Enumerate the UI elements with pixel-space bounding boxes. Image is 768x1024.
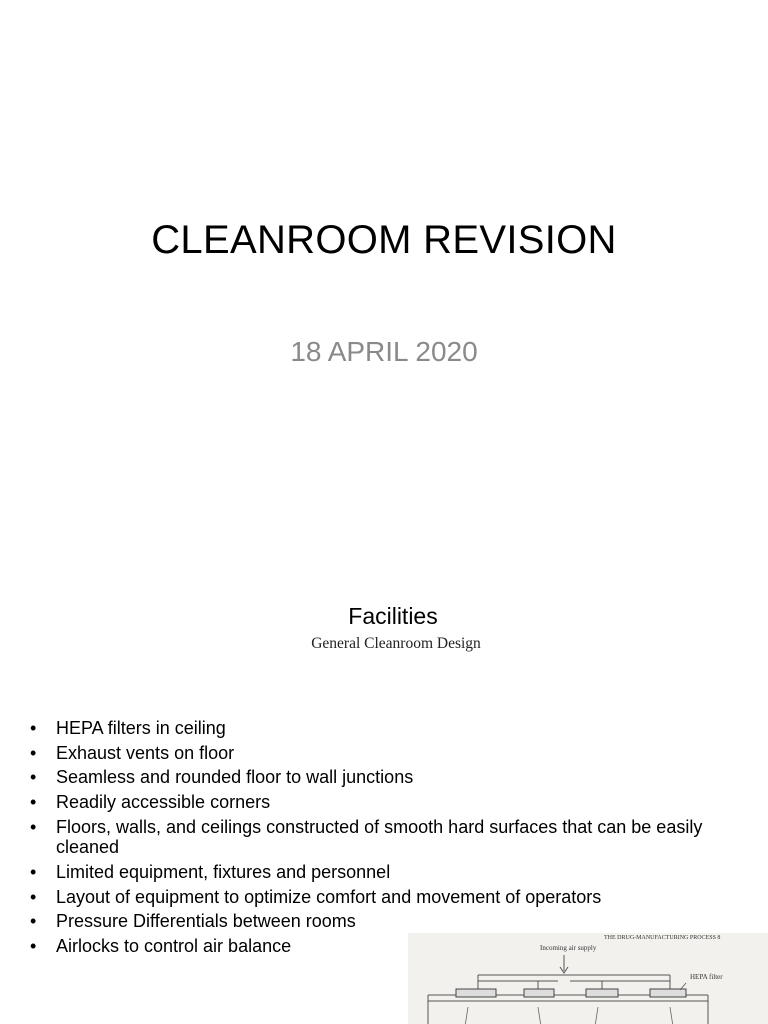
bullet-item: • Exhaust vents on floor: [30, 743, 730, 764]
bullet-item: • Readily accessible corners: [30, 792, 730, 813]
bullet-list: [30, 718, 730, 961]
slide-date: 18 APRIL 2020: [290, 336, 478, 367]
bullet-item: • HEPA filters in ceiling: [30, 718, 730, 739]
figure-header: THE DRUG-MANUFACTURING PROCESS 8: [604, 935, 721, 941]
facilities-title: Facilities: [348, 603, 438, 629]
facilities-subtitle: General Cleanroom Design: [311, 635, 481, 652]
bullet-item: • Floors, walls, and ceilings constructed of smooth hard surfaces that can be easily cleaned: [30, 817, 730, 858]
figure-page-number: 8: [717, 935, 721, 941]
bullet-item: • Seamless and rounded floor to wall junctions: [30, 767, 730, 788]
bullet-item: • Limited equipment, fixtures and personnel: [30, 862, 730, 883]
cleanroom-airflow-diagram: [408, 933, 768, 1024]
bullet-item: • Layout of equipment to optimize comfort and movement of operators: [30, 887, 730, 908]
bullet-item: • Pressure Differentials between rooms: [30, 911, 730, 932]
slide-title: CLEANROOM REVISION: [151, 218, 617, 262]
facilities-slide: [0, 576, 768, 1024]
incoming-air-label: Incoming air supply: [540, 944, 597, 952]
bullet-item: • Airlocks to control air balance: [30, 936, 730, 957]
hepa-filter-label: HEPA filter: [690, 973, 723, 981]
